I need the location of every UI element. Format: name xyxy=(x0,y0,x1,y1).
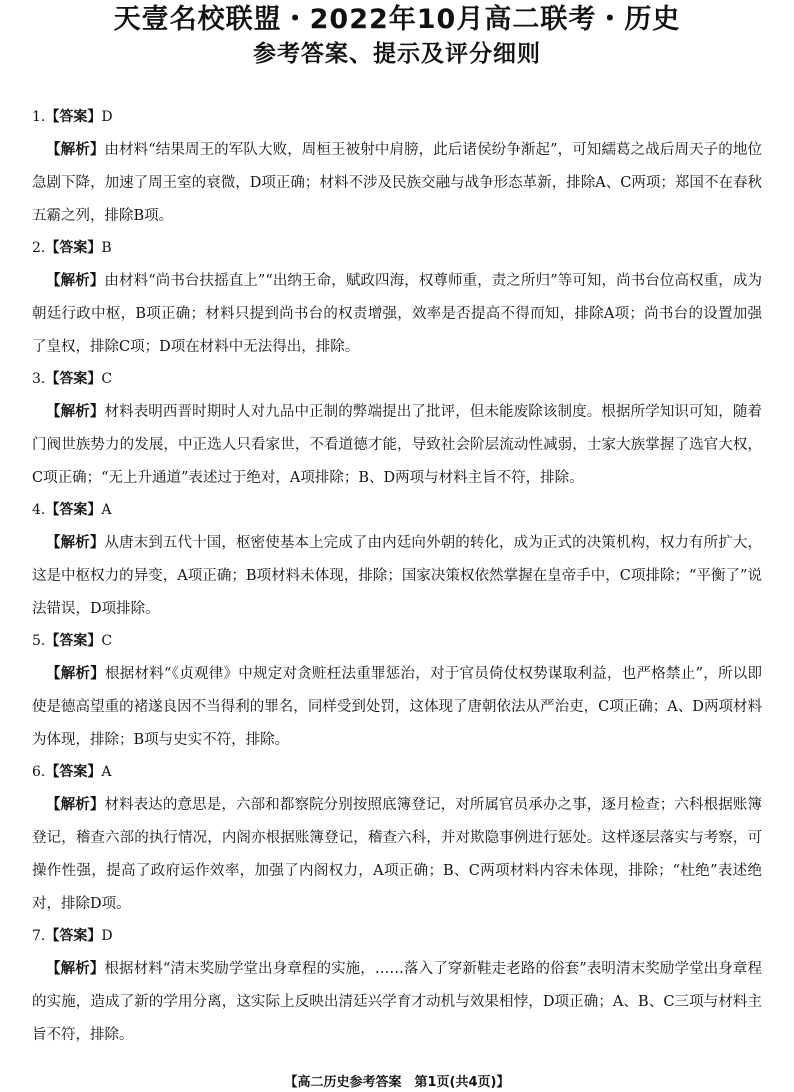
analysis-label: 【解析】 xyxy=(46,666,106,682)
analysis-text: 材料表达的意思是，六部和都察院分别按照底簿登记，对所属官员承办之事，逐月检查；六科根据账簿登记，稽查六部的执行情况，内阁亦根据账簿登记，稽查六科，并对欺隐事例进行惩处。这样逐层落实与考察，可操作性强，提高了政府运作效率，加强了内阁权力，A项正确；B、C两项材料内容未体现，排除；“杜绝”表述绝对，排除D项。 xyxy=(32,797,763,912)
analysis-paragraph xyxy=(32,789,762,921)
page-footer: 【高二历史参考答案 第1页(共4页)】 xyxy=(284,1075,510,1090)
answer-label: 【答案】 xyxy=(45,633,102,649)
analysis-text: 根据材料“《贞观律》中规定对贪赃枉法重罪惩治，对于官员倚仗权势谋取利益，也严格禁止”，所以即使是德高望重的褚遂良因不当得利的罪名，同样受到处罚，这体现了唐朝依法从严治吏，C项正确；A、D两项材料为体现，排除；B项与史实不符，排除。 xyxy=(32,666,762,748)
answer-value: A xyxy=(101,502,112,518)
analysis-paragraph xyxy=(32,527,762,626)
analysis-paragraph xyxy=(32,658,762,757)
question-number: 5. xyxy=(32,633,46,649)
answer-label: 【答案】 xyxy=(45,764,102,780)
answer-value: D xyxy=(101,109,113,125)
page-subtitle: 参考答案、提示及评分细则 xyxy=(253,41,541,67)
answer-line xyxy=(32,237,762,259)
analysis-paragraph xyxy=(32,265,762,364)
question-number: 6. xyxy=(32,764,46,780)
analysis-label: 【解析】 xyxy=(46,404,105,420)
answer-label: 【答案】 xyxy=(45,240,102,256)
question-number: 4. xyxy=(32,502,46,518)
answer-value: A xyxy=(101,764,112,780)
question-number: 2. xyxy=(32,240,46,256)
analysis-paragraph xyxy=(32,134,762,233)
answer-label: 【答案】 xyxy=(45,371,102,387)
question-number: 7. xyxy=(32,928,46,944)
answer-line xyxy=(32,925,762,947)
analysis-label: 【解析】 xyxy=(46,961,105,977)
analysis-label: 【解析】 xyxy=(46,142,105,158)
question-item xyxy=(32,237,762,364)
question-item xyxy=(32,499,762,626)
answer-line xyxy=(32,368,762,390)
analysis-text: 材料表明西晋时期时人对九品中正制的弊端提出了批评，但未能废除该制度。根据所学知识可知，随着门阀世族势力的发展，中正选人只看家世，不看道德才能，导致社会阶层流动性减弱，士家大族掌握了选官大权，C项正确；“无上升通道”表述过于绝对，A项排除；B、D两项与材料主旨不符，排除。 xyxy=(32,404,763,486)
answer-line xyxy=(32,630,762,652)
answer-value: C xyxy=(101,633,113,649)
question-number: 1. xyxy=(32,109,46,125)
analysis-text: 由材料“尚书台扶摇直上”“出纳王命，赋政四海，权尊师重，责之所归”等可知，尚书台位高权重，成为朝廷行政中枢，B项正确；材料只提到尚书台的权责增强，效率是否提高不得而知，排除A项；尚书台的设置加强了皇权，排除C项；D项在材料中无法得出，排除。 xyxy=(32,273,763,355)
question-item xyxy=(32,630,762,757)
question-item xyxy=(32,368,762,495)
answer-value: C xyxy=(101,371,113,387)
answer-label: 【答案】 xyxy=(45,928,102,944)
answer-line xyxy=(32,106,762,128)
answer-value: B xyxy=(101,240,112,256)
answer-label: 【答案】 xyxy=(45,502,102,518)
analysis-label: 【解析】 xyxy=(46,273,105,289)
answer-value: D xyxy=(101,928,113,944)
page-title: 天壹名校联盟・2022年10月高二联考・历史 xyxy=(113,4,681,35)
answer-label: 【答案】 xyxy=(45,109,102,125)
answer-line xyxy=(32,499,762,521)
analysis-text: 根据材料“清末奖励学堂出身章程的实施，……落入了穿新鞋走老路的俗套”表明清末奖励学堂出身章程的实施，造成了新的学用分离，这实际上反映出清廷兴学育才动机与效果相悖，D项正确；A、B、C三项与材料主旨不符，排除。 xyxy=(32,961,763,1043)
answer-list xyxy=(32,106,762,1056)
answer-line xyxy=(32,761,762,783)
question-number: 3. xyxy=(32,371,46,387)
question-item xyxy=(32,106,762,233)
analysis-label: 【解析】 xyxy=(46,797,105,813)
question-item xyxy=(32,761,762,921)
analysis-label: 【解析】 xyxy=(46,535,105,551)
analysis-paragraph xyxy=(32,953,762,1052)
analysis-paragraph xyxy=(32,396,762,495)
question-item xyxy=(32,925,762,1052)
analysis-text: 从唐末到五代十国，枢密使基本上完成了由内廷向外朝的转化，成为正式的决策机构，权力有所扩大，这是中枢权力的异变，A项正确；B项材料未体现，排除；国家决策权依然掌握在皇帝手中，C项排除；“平衡了”说法错误，D项排除。 xyxy=(32,535,763,617)
analysis-text: 由材料“结果周王的军队大败，周桓王被射中肩膀，此后诸侯纷争渐起”，可知繻葛之战后周天子的地位急剧下降，加速了周王室的衰微，D项正确；材料不涉及民族交融与战争形态革新，排除A、C两项；郑国不在春秋五霸之列，排除B项。 xyxy=(32,142,762,224)
